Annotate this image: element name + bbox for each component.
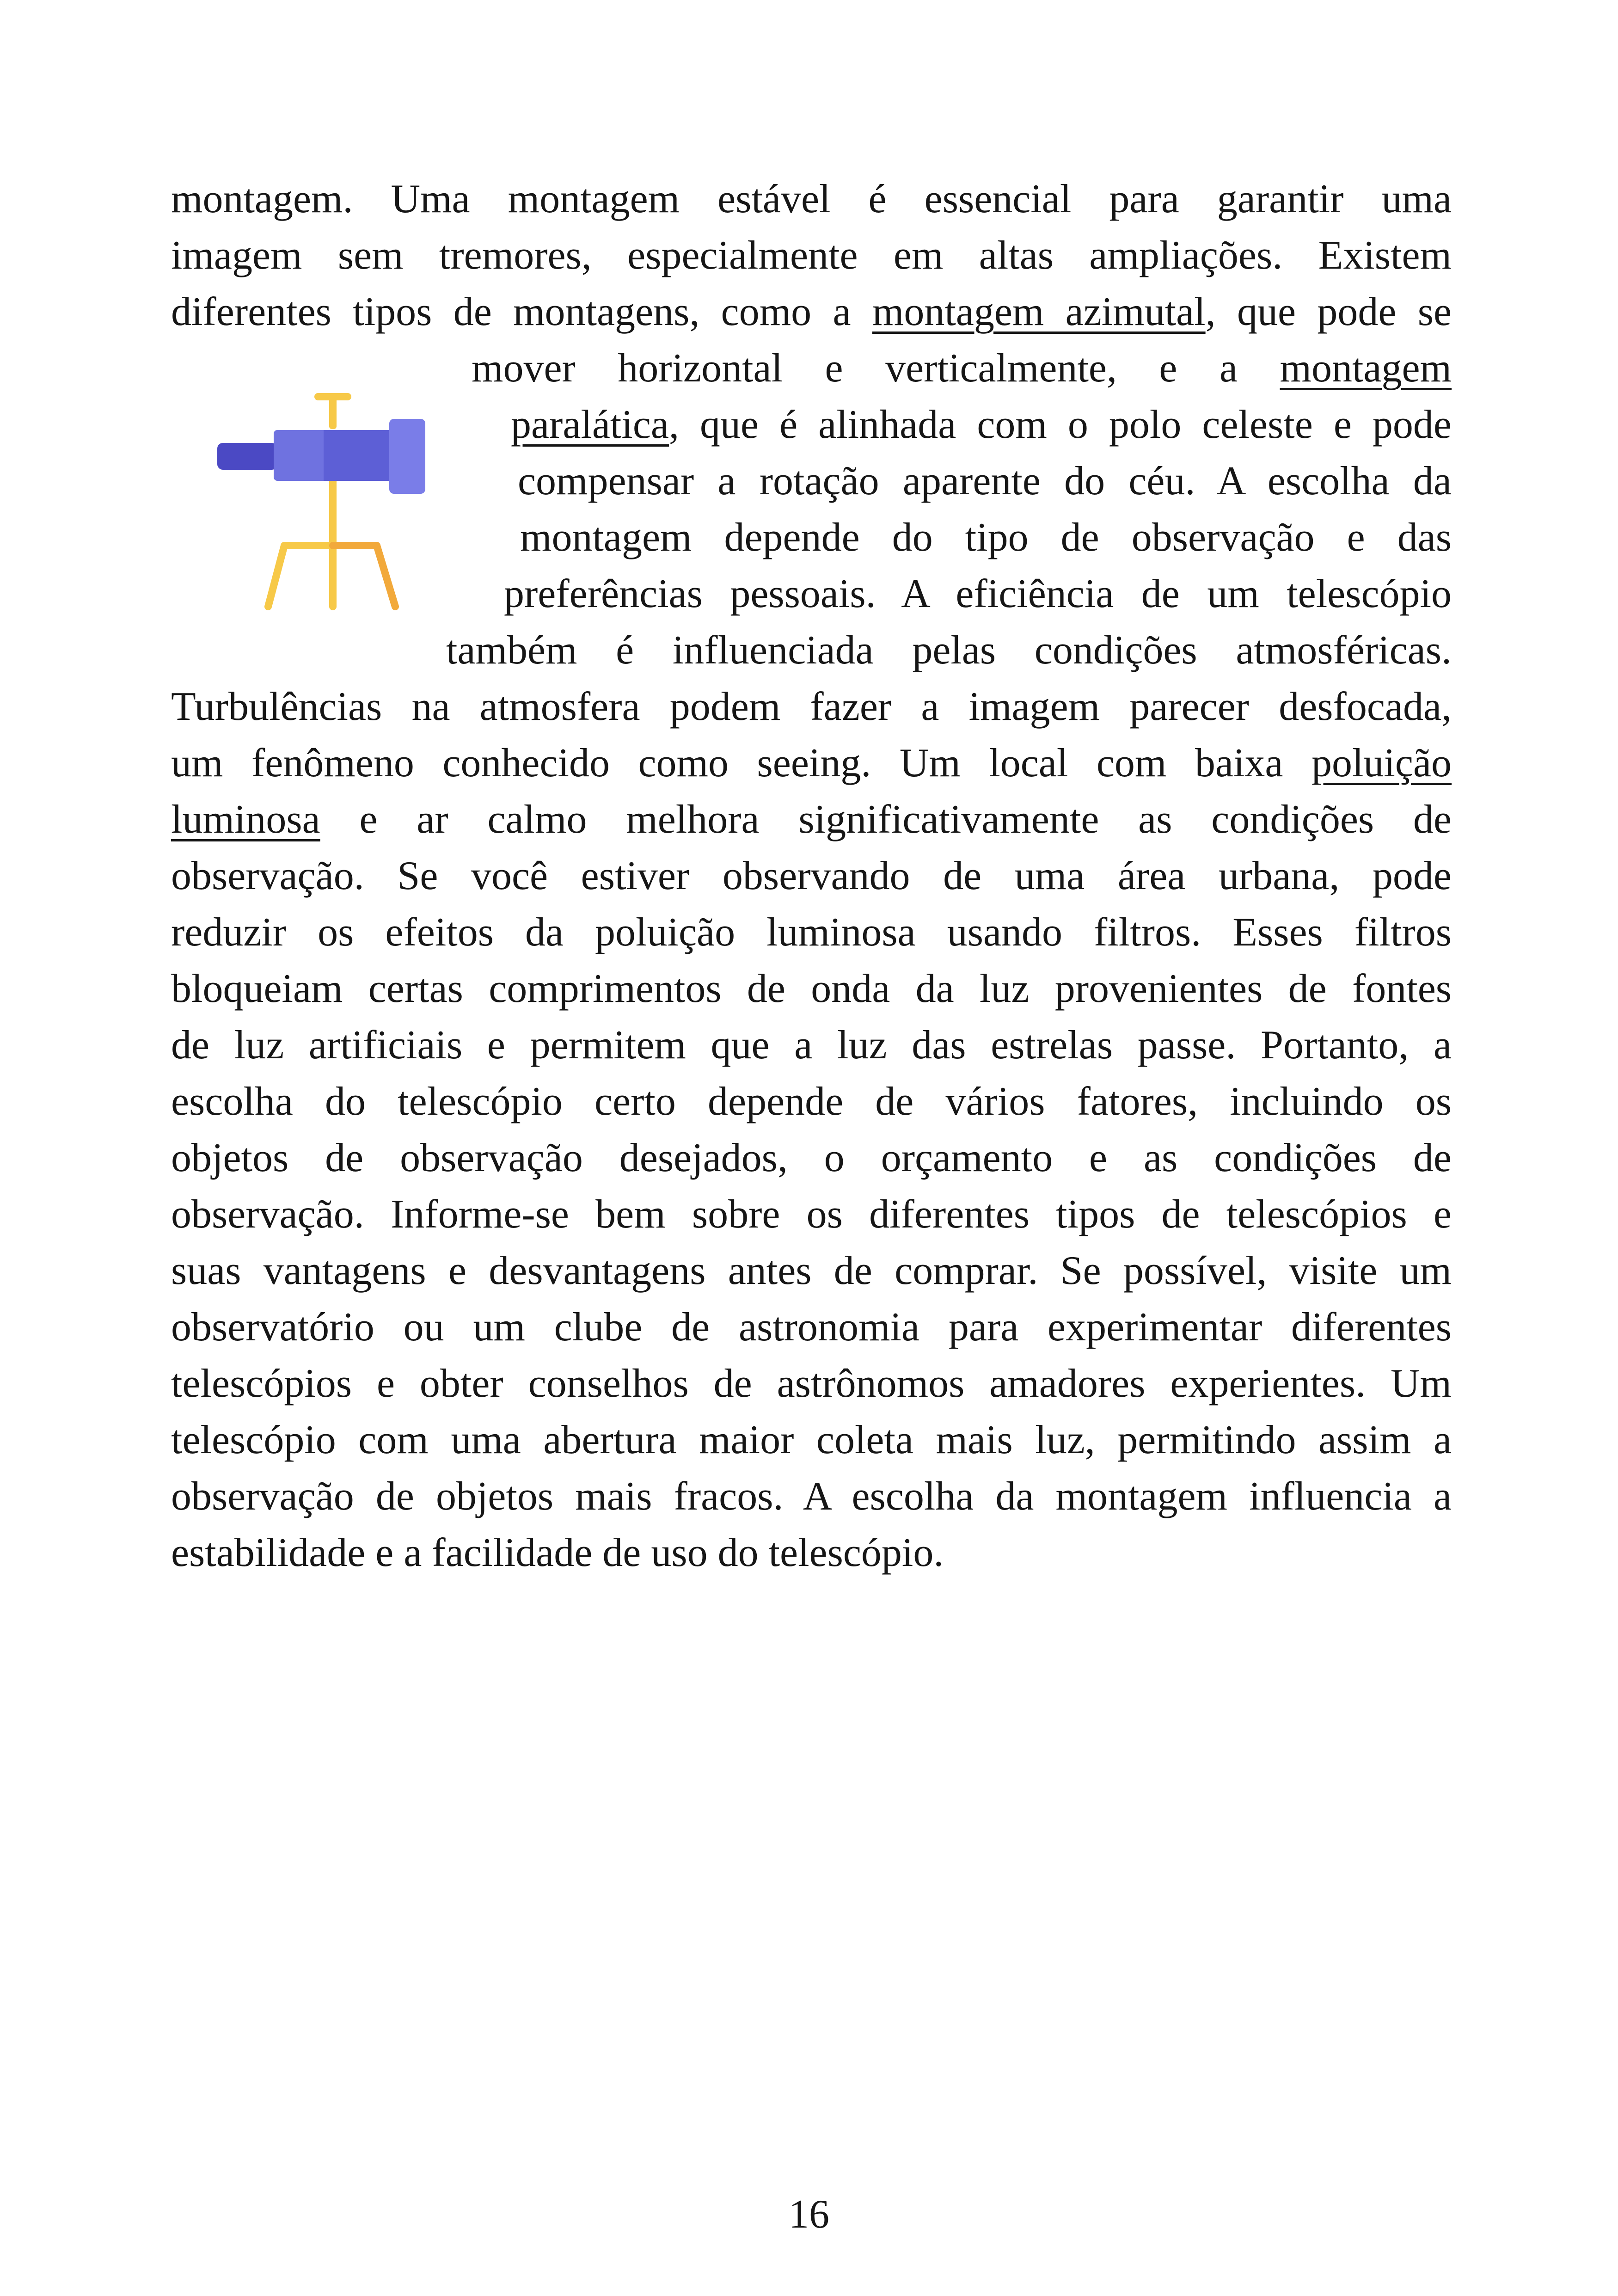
text-line bbox=[171, 792, 1452, 848]
text-run: objetos de observação desejados, o orçamento e as condições de bbox=[171, 1136, 1452, 1180]
text-line bbox=[171, 1186, 1452, 1243]
text-line bbox=[171, 1130, 1452, 1186]
text-line bbox=[171, 1468, 1452, 1525]
link-poluicao-luminosa[interactable]: poluição bbox=[1311, 741, 1452, 786]
body-text bbox=[171, 171, 1452, 1581]
text-line bbox=[171, 1074, 1452, 1130]
text-run: , que é alinhada com o polo celeste e pode bbox=[668, 402, 1452, 447]
text-run: um fenômeno conhecido como seeing. Um local com baixa bbox=[171, 741, 1312, 786]
text-run: imagem sem tremores, especialmente em altas ampliações. Existem bbox=[171, 233, 1452, 278]
page-number: 16 bbox=[789, 2192, 829, 2237]
text-run: escolha do telescópio certo depende de vários fatores, incluindo os bbox=[171, 1079, 1452, 1124]
text-run: montagem. Uma montagem estável é essencial para garantir uma bbox=[171, 177, 1452, 221]
text-line bbox=[520, 510, 1452, 566]
text-line bbox=[171, 1299, 1452, 1356]
telescope-icon bbox=[217, 393, 439, 615]
text-run: suas vantagens e desvantagens antes de comprar. Se possível, visite um bbox=[171, 1248, 1452, 1293]
text-run: observação de objetos mais fracos. A escolha da montagem influencia a bbox=[171, 1474, 1452, 1519]
text-run: telescópios e obter conselhos de astrônomos amadores experientes. Um bbox=[171, 1361, 1452, 1406]
text-run: observatório ou um clube de astronomia para experimentar diferentes bbox=[171, 1305, 1452, 1350]
text-line bbox=[171, 679, 1452, 735]
link-montagem-azimutal[interactable]: montagem azimutal bbox=[872, 289, 1206, 334]
text-run: diferentes tipos de montagens, como a bbox=[171, 289, 872, 334]
text-run: mover horizontal e verticalmente, e a bbox=[472, 346, 1280, 391]
document-page bbox=[171, 171, 1452, 1581]
text-line bbox=[171, 171, 1452, 227]
text-run: Turbulências na atmosfera podem fazer a imagem parecer desfocada, bbox=[171, 684, 1452, 729]
text-line bbox=[171, 1356, 1452, 1412]
text-line bbox=[171, 1017, 1452, 1074]
text-line bbox=[171, 284, 1452, 340]
link-poluicao-luminosa[interactable]: luminosa bbox=[171, 797, 320, 842]
text-line bbox=[171, 961, 1452, 1017]
text-run: , que pode se bbox=[1205, 289, 1452, 334]
link-montagem-paralatica[interactable]: paralática bbox=[511, 402, 669, 447]
text-line bbox=[511, 397, 1452, 453]
text-run: observação. Se você estiver observando de uma área urbana, pode bbox=[171, 853, 1452, 898]
text-run: montagem depende do tipo de observação e das bbox=[520, 515, 1452, 560]
text-line bbox=[171, 1243, 1452, 1299]
text-run: e ar calmo melhora significativamente as condições de bbox=[320, 797, 1452, 842]
text-line bbox=[518, 453, 1452, 510]
text-run: bloqueiam certas comprimentos de onda da luz provenientes de fontes bbox=[171, 966, 1452, 1011]
text-line bbox=[171, 735, 1452, 792]
text-run: estabilidade e a facilidade de uso do telescópio. bbox=[171, 1530, 944, 1575]
text-run: preferências pessoais. A eficiência de um telescópio bbox=[504, 571, 1452, 616]
text-run: telescópio com uma abertura maior coleta mais luz, permitindo assim a bbox=[171, 1418, 1452, 1462]
text-run: reduzir os efeitos da poluição luminosa usando filtros. Esses filtros bbox=[171, 910, 1452, 955]
text-line bbox=[171, 904, 1452, 961]
text-line bbox=[446, 622, 1452, 679]
text-run: compensar a rotação aparente do céu. A escolha da bbox=[518, 459, 1452, 503]
link-montagem-paralatica[interactable]: montagem bbox=[1280, 346, 1452, 391]
text-run: observação. Informe-se bem sobre os diferentes tipos de telescópios e bbox=[171, 1192, 1452, 1237]
text-line bbox=[171, 1525, 1452, 1581]
text-line bbox=[171, 227, 1452, 284]
text-line bbox=[171, 848, 1452, 904]
text-line bbox=[504, 566, 1452, 622]
text-run: também é influenciada pelas condições atmosféricas. bbox=[446, 628, 1452, 673]
text-run: de luz artificiais e permitem que a luz das estrelas passe. Portanto, a bbox=[171, 1023, 1452, 1068]
text-line bbox=[472, 340, 1452, 397]
text-line bbox=[171, 1412, 1452, 1468]
